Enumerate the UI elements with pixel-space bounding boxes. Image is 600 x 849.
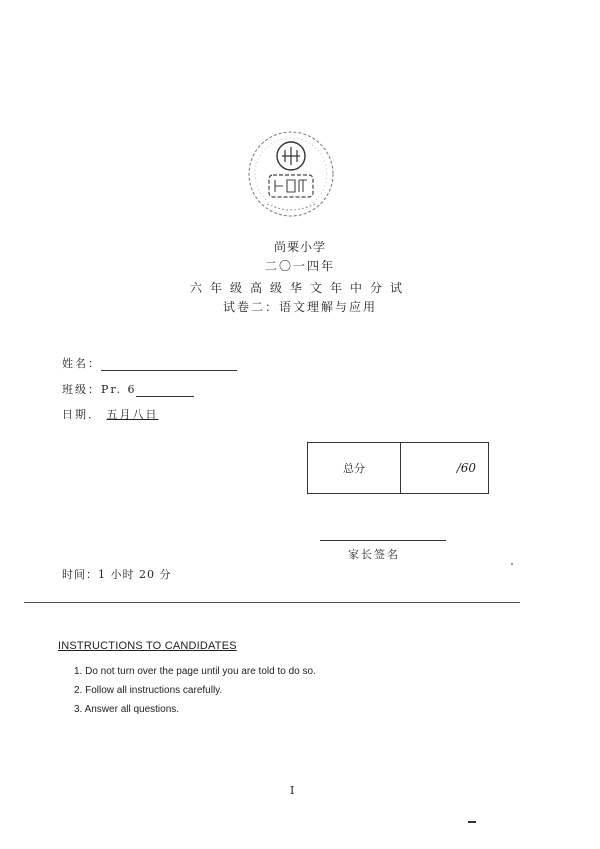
class-field: [62, 381, 194, 397]
instructions-list: [74, 666, 316, 723]
exam-year: 二〇一四年: [264, 259, 335, 273]
name-blank[interactable]: [101, 358, 237, 371]
score-label: 总分: [308, 443, 401, 493]
class-label: 班级：: [62, 383, 101, 396]
score-box: [307, 442, 489, 494]
signature-label: 家长签名: [348, 548, 400, 561]
page-number: I: [290, 784, 295, 797]
scan-mark: [468, 821, 476, 823]
instructions-heading: INSTRUCTIONS TO CANDIDATES: [58, 640, 237, 652]
signature-line[interactable]: [320, 540, 446, 541]
scan-speck: [511, 563, 513, 565]
instruction-item: 1. Do not turn over the page until you are told to do so.: [74, 666, 316, 677]
paper-title: 试卷二：语文理解与应用: [222, 300, 377, 314]
exam-title: 六年级高级华文年中分试: [189, 281, 410, 295]
school-name: 尚栗小学: [273, 240, 326, 254]
time-allowed: 时间：1 小时 20 分: [62, 568, 172, 581]
class-value: Pr. 6: [101, 383, 137, 396]
school-logo: [247, 128, 335, 220]
date-label: 日期．: [62, 408, 101, 421]
date-value: 五月八日: [106, 408, 159, 421]
date-field: [62, 406, 159, 422]
instruction-item: 3. Answer all questions.: [74, 704, 180, 715]
instruction-item: 2. Follow all instructions carefully.: [74, 685, 223, 696]
score-total: /60: [456, 461, 476, 475]
name-label: 姓名：: [62, 357, 101, 370]
divider: [24, 602, 520, 603]
name-field: [62, 355, 237, 371]
class-blank[interactable]: [136, 384, 194, 397]
